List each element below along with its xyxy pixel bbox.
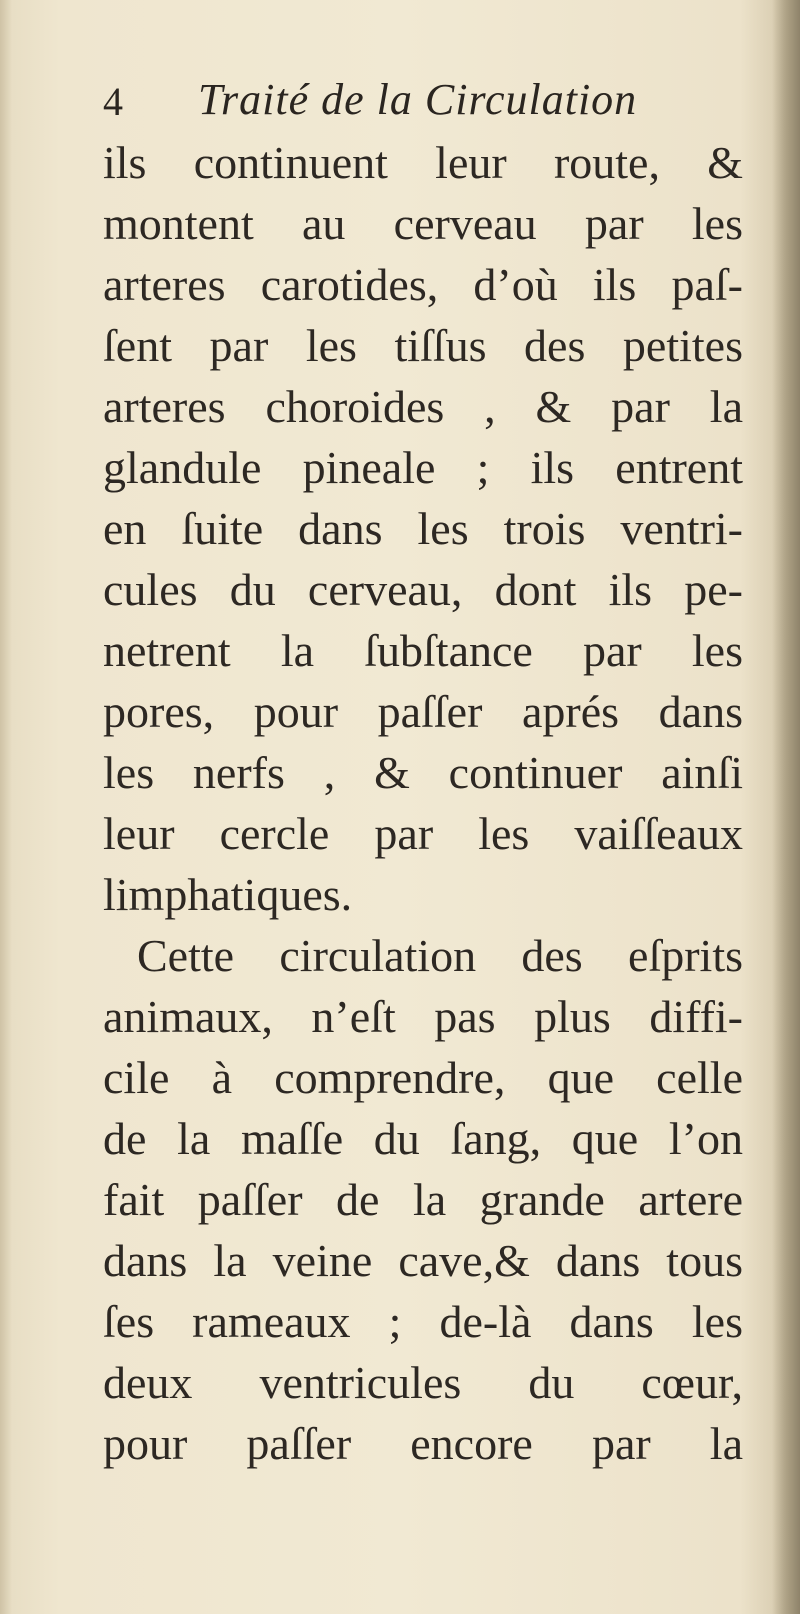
text-line: en ſuite dans les trois ventri- [103, 503, 743, 554]
text-line: arteres carotides, d’où ils paſ- [103, 259, 743, 310]
text-line: cile à comprendre, que celle [103, 1052, 743, 1103]
text-line: fait paſſer de la grande artere [103, 1174, 743, 1225]
page-number: 4 [103, 79, 123, 124]
running-title: Traité de la Circulation [198, 75, 638, 124]
text-line: montent au cerveau par les [103, 198, 743, 249]
text-line: arteres choroides , & par la [103, 381, 743, 432]
text-line: pour paſſer encore par la [103, 1418, 743, 1469]
text-line: dans la veine cave,& dans tous [103, 1235, 743, 1286]
page-left-edge [0, 0, 12, 1614]
text-line: leur cercle par les vaiſſeaux [103, 808, 743, 859]
text-line: les nerfs , & continuer ainſi [103, 747, 743, 798]
text-line: ils continuent leur route, & [103, 137, 743, 188]
text-line: glandule pineale ; ils entrent [103, 442, 743, 493]
text-line: cules du cerveau, dont ils pe- [103, 564, 743, 615]
text-line: pores, pour paſſer aprés dans [103, 686, 743, 737]
text-line: animaux, n’eſt pas plus diffi- [103, 991, 743, 1042]
text-line: ſent par les tiſſus des petites [103, 320, 743, 371]
text-line: limphatiques. [103, 869, 353, 920]
text-line: de la maſſe du ſang, que l’on [103, 1113, 743, 1164]
text-line: Cette circulation des eſprits [137, 930, 743, 981]
body-text [103, 132, 743, 1474]
page-binding-shadow [772, 0, 800, 1614]
text-line: netrent la ſubſtance par les [103, 625, 743, 676]
text-line: ſes rameaux ; de-là dans les [103, 1296, 743, 1347]
page-header [103, 72, 703, 132]
text-line: deux ventricules du cœur, [103, 1357, 743, 1408]
